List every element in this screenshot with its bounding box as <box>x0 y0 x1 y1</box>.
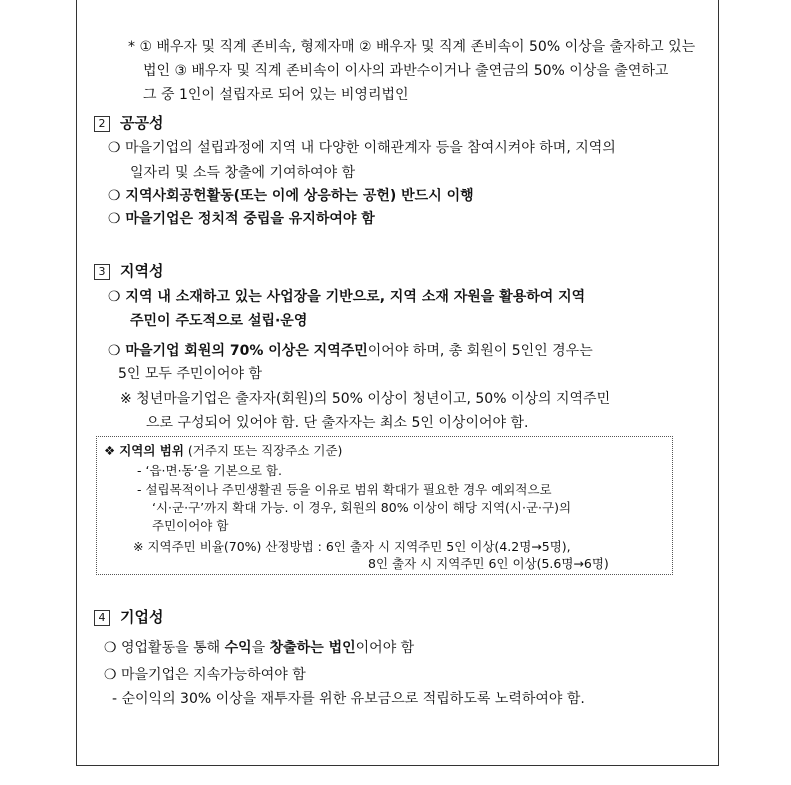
region-box-line-3: ‘시·군·구’까지 확대 가능. 이 경우, 회원의 80% 이상이 해당 지역(시·군·구)의 <box>152 500 572 515</box>
region-box-line-4: 주민이어야 함 <box>152 518 229 533</box>
business-item-1-bold-profit: 수익 <box>224 640 252 656</box>
regional-item-2-rest: 이어야 하며, 총 회원이 5인인 경우는 <box>367 343 593 359</box>
public-item-1-line-2: 일자리 및 소득 창출에 기여하여야 함 <box>130 165 356 181</box>
region-box-line-1: - ‘읍·면·동’을 기본으로 함. <box>137 463 282 478</box>
business-item-2: ❍ 마을기업은 지속가능하여야 함 <box>104 667 306 683</box>
region-box-calc-line-2: 8인 출자 시 지역주민 6인 이상(5.6명→6명) <box>368 556 609 571</box>
public-item-1-line-1: ❍ 마을기업의 설립과정에 지역 내 다양한 이해관계자 등을 참여시켜야 하며, 지역의 <box>108 140 616 156</box>
business-item-1-prefix: ❍ 영업활동을 통해 <box>104 640 225 656</box>
region-box-line-2: - 설립목적이나 주민생활권 등을 이유로 범위 확대가 필요한 경우 예외적으로 <box>137 482 552 497</box>
youth-note-line-2: 으로 구성되어 있어야 함. 단 출자자는 최소 5인 이상이어야 함. <box>146 415 529 431</box>
section-title-public: 공공성 <box>120 114 164 132</box>
regional-item-2-bold: ❍ 마을기업 회원의 70% 이상은 지역주민 <box>108 343 368 359</box>
diamond-bullet-icon: ❖ <box>104 443 116 458</box>
regional-item-2-line-1 <box>108 341 593 361</box>
business-item-3: - 순이익의 30% 이상을 재투자를 위한 유보금으로 적립하도록 노력하여야 함. <box>112 691 585 707</box>
regional-item-1-line-1: ❍ 지역 내 소재하고 있는 사업장을 기반으로, 지역 소재 자원을 활용하여 지역 <box>108 289 586 305</box>
section-title-business: 기업성 <box>120 608 164 626</box>
youth-note-line-1: ※ 청년마을기업은 출자자(회원)의 50% 이상이 청년이고, 50% 이상의 지역주민 <box>120 391 611 407</box>
region-box-title-text: 지역의 범위 <box>119 443 184 458</box>
region-box-title-note: (거주지 또는 직장주소 기준) <box>187 443 343 458</box>
section-number-2: 2 <box>94 116 110 132</box>
section-number-4: 4 <box>94 610 110 626</box>
public-item-3: ❍ 마을기업은 정치적 중립을 유지하여야 함 <box>108 211 375 227</box>
footnote-line-1: * ① 배우자 및 직계 존비속, 형제자매 ② 배우자 및 직계 존비속이 50% 이상을 출자하고 있는 <box>128 39 696 55</box>
footnote-line-3: 그 중 1인이 설립자로 되어 있는 비영리법인 <box>143 87 409 103</box>
business-item-1-suffix: 이어야 함 <box>355 640 415 656</box>
public-item-2: ❍ 지역사회공헌활동(또는 이에 상응하는 공헌) 반드시 이행 <box>108 188 474 204</box>
business-item-1-bold-corp: 창출하는 법인 <box>269 640 356 656</box>
region-box-calc-line-1: ※ 지역주민 비율(70%) 산정방법 : 6인 출자 시 지역주민 5인 이상(4.2명→5명), <box>133 539 571 554</box>
footnote-line-2: 법인 ③ 배우자 및 직계 존비속이 이사의 과반수이거나 출연금의 50% 이상을 출연하고 <box>143 63 669 79</box>
region-box-title <box>104 443 342 459</box>
regional-item-2-line-2: 5인 모두 주민이어야 함 <box>118 366 262 382</box>
section-title-regional: 지역성 <box>120 262 164 280</box>
business-item-1 <box>104 638 414 658</box>
regional-item-1-line-2: 주민이 주도적으로 설립·운영 <box>130 313 308 329</box>
business-item-1-mid: 을 <box>251 640 270 656</box>
section-number-3: 3 <box>94 264 110 280</box>
